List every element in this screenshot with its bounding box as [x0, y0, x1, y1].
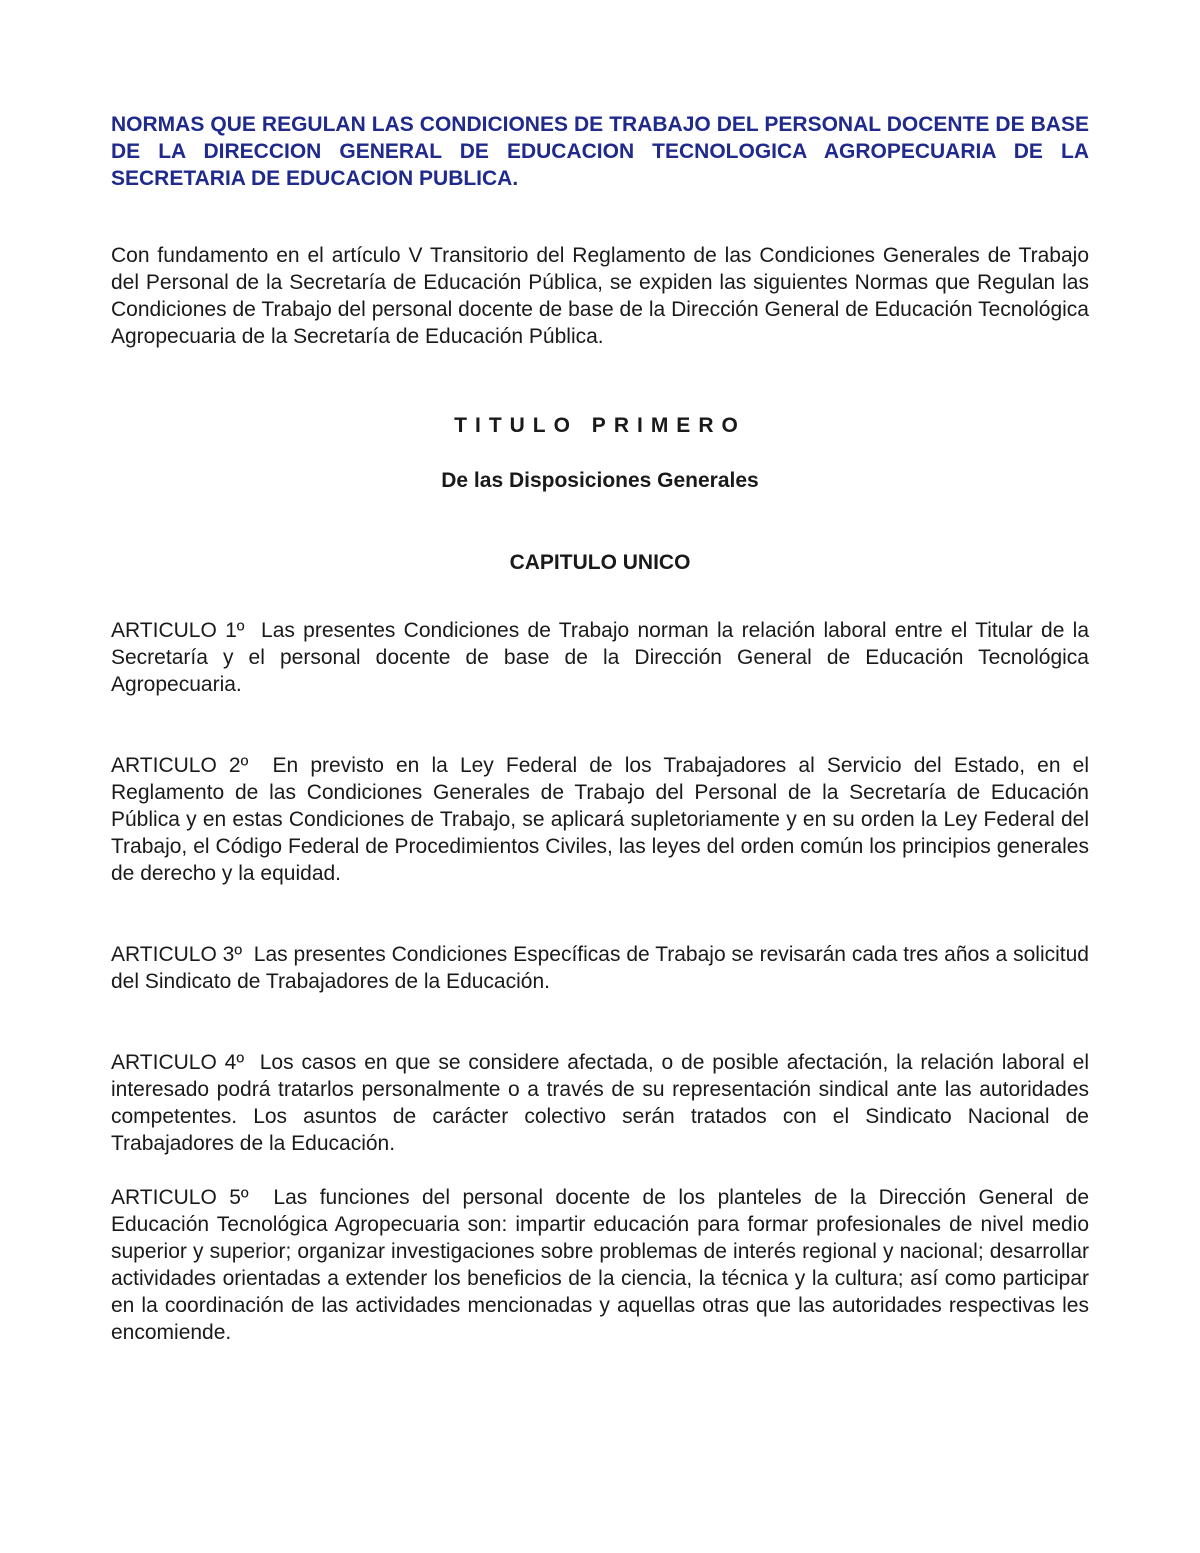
- document-page: [111, 111, 1089, 1346]
- article-3-label: ARTICULO 3º: [111, 943, 243, 966]
- article-2-label: ARTICULO 2º: [111, 754, 249, 777]
- article-1: [111, 617, 1089, 698]
- article-2: [111, 752, 1089, 887]
- title-heading: TITULO PRIMERO: [454, 414, 746, 437]
- article-3: [111, 941, 1089, 995]
- article-2-text: En previsto en la Ley Federal de los Trabajadores al Servicio del Estado, en el Reglamento de las Condiciones Generales de Trabajo del Personal de la Secretaría de Educación Pública y en estas Condiciones de Trabajo, se aplicará supletoriamente y en su orden la Ley Federal del Trabajo, el Código Federal de Procedimientos Civiles, las leyes del orden común los principios generales de derecho y la equidad.: [111, 754, 1090, 885]
- article-3-text: Las presentes Condiciones Específicas de Trabajo se revisarán cada tres años a solicitud del Sindicato de Trabajadores de la Educación.: [111, 943, 1089, 993]
- article-4-text: Los casos en que se considere afectada, o de posible afectación, la relación laboral el interesado podrá tratarlos personalmente o a través de su representación sindical ante las autoridades competentes. Los asuntos de carácter colectivo serán tratados con el Sindicato Nacional de Trabajadores de la Educación.: [111, 1051, 1089, 1155]
- chapter-heading: CAPITULO UNICO: [509, 551, 691, 574]
- article-1-text: Las presentes Condiciones de Trabajo norman la relación laboral entre el Titular de la Secretaría y el personal docente de base de la Dirección General de Educación Tecnológica Agropecuaria.: [111, 619, 1090, 696]
- article-5-label: ARTICULO 5º: [111, 1186, 249, 1209]
- document-title: NORMAS QUE REGULAN LAS CONDICIONES DE TRABAJO DEL PERSONAL DOCENTE DE BASE DE LA DIRECCION GENERAL DE EDUCACION TECNOLOGICA AGROPECUARIA DE LA SECRETARIA DE EDUCACION PUBLICA.: [111, 113, 1089, 190]
- article-1-label: ARTICULO 1º: [111, 619, 245, 642]
- article-4: [111, 1049, 1089, 1157]
- intro-paragraph: Con fundamento en el artículo V Transitorio del Reglamento de las Condiciones Generales de Trabajo del Personal de la Secretaría de Educación Pública, se expiden las siguientes Normas que Regulan las Condiciones de Trabajo del personal docente de base de la Dirección General de Educación Tecnológica Agropecuaria de la Secretaría de Educación Pública.: [111, 244, 1089, 348]
- subtitle-heading: De las Disposiciones Generales: [441, 469, 759, 492]
- article-4-label: ARTICULO 4º: [111, 1051, 245, 1074]
- article-5: [111, 1184, 1089, 1346]
- article-5-text: Las funciones del personal docente de los planteles de la Dirección General de Educación Tecnológica Agropecuaria son: impartir educación para formar profesionales de nivel medio superior y superior; organizar investigaciones sobre problemas de interés regional y nacional; desarrollar actividades orientadas a extender los beneficios de la ciencia, la técnica y la cultura; así como participar en la coordinación de las actividades mencionadas y aquellas otras que las autoridades respectivas les encomiende.: [111, 1186, 1090, 1344]
